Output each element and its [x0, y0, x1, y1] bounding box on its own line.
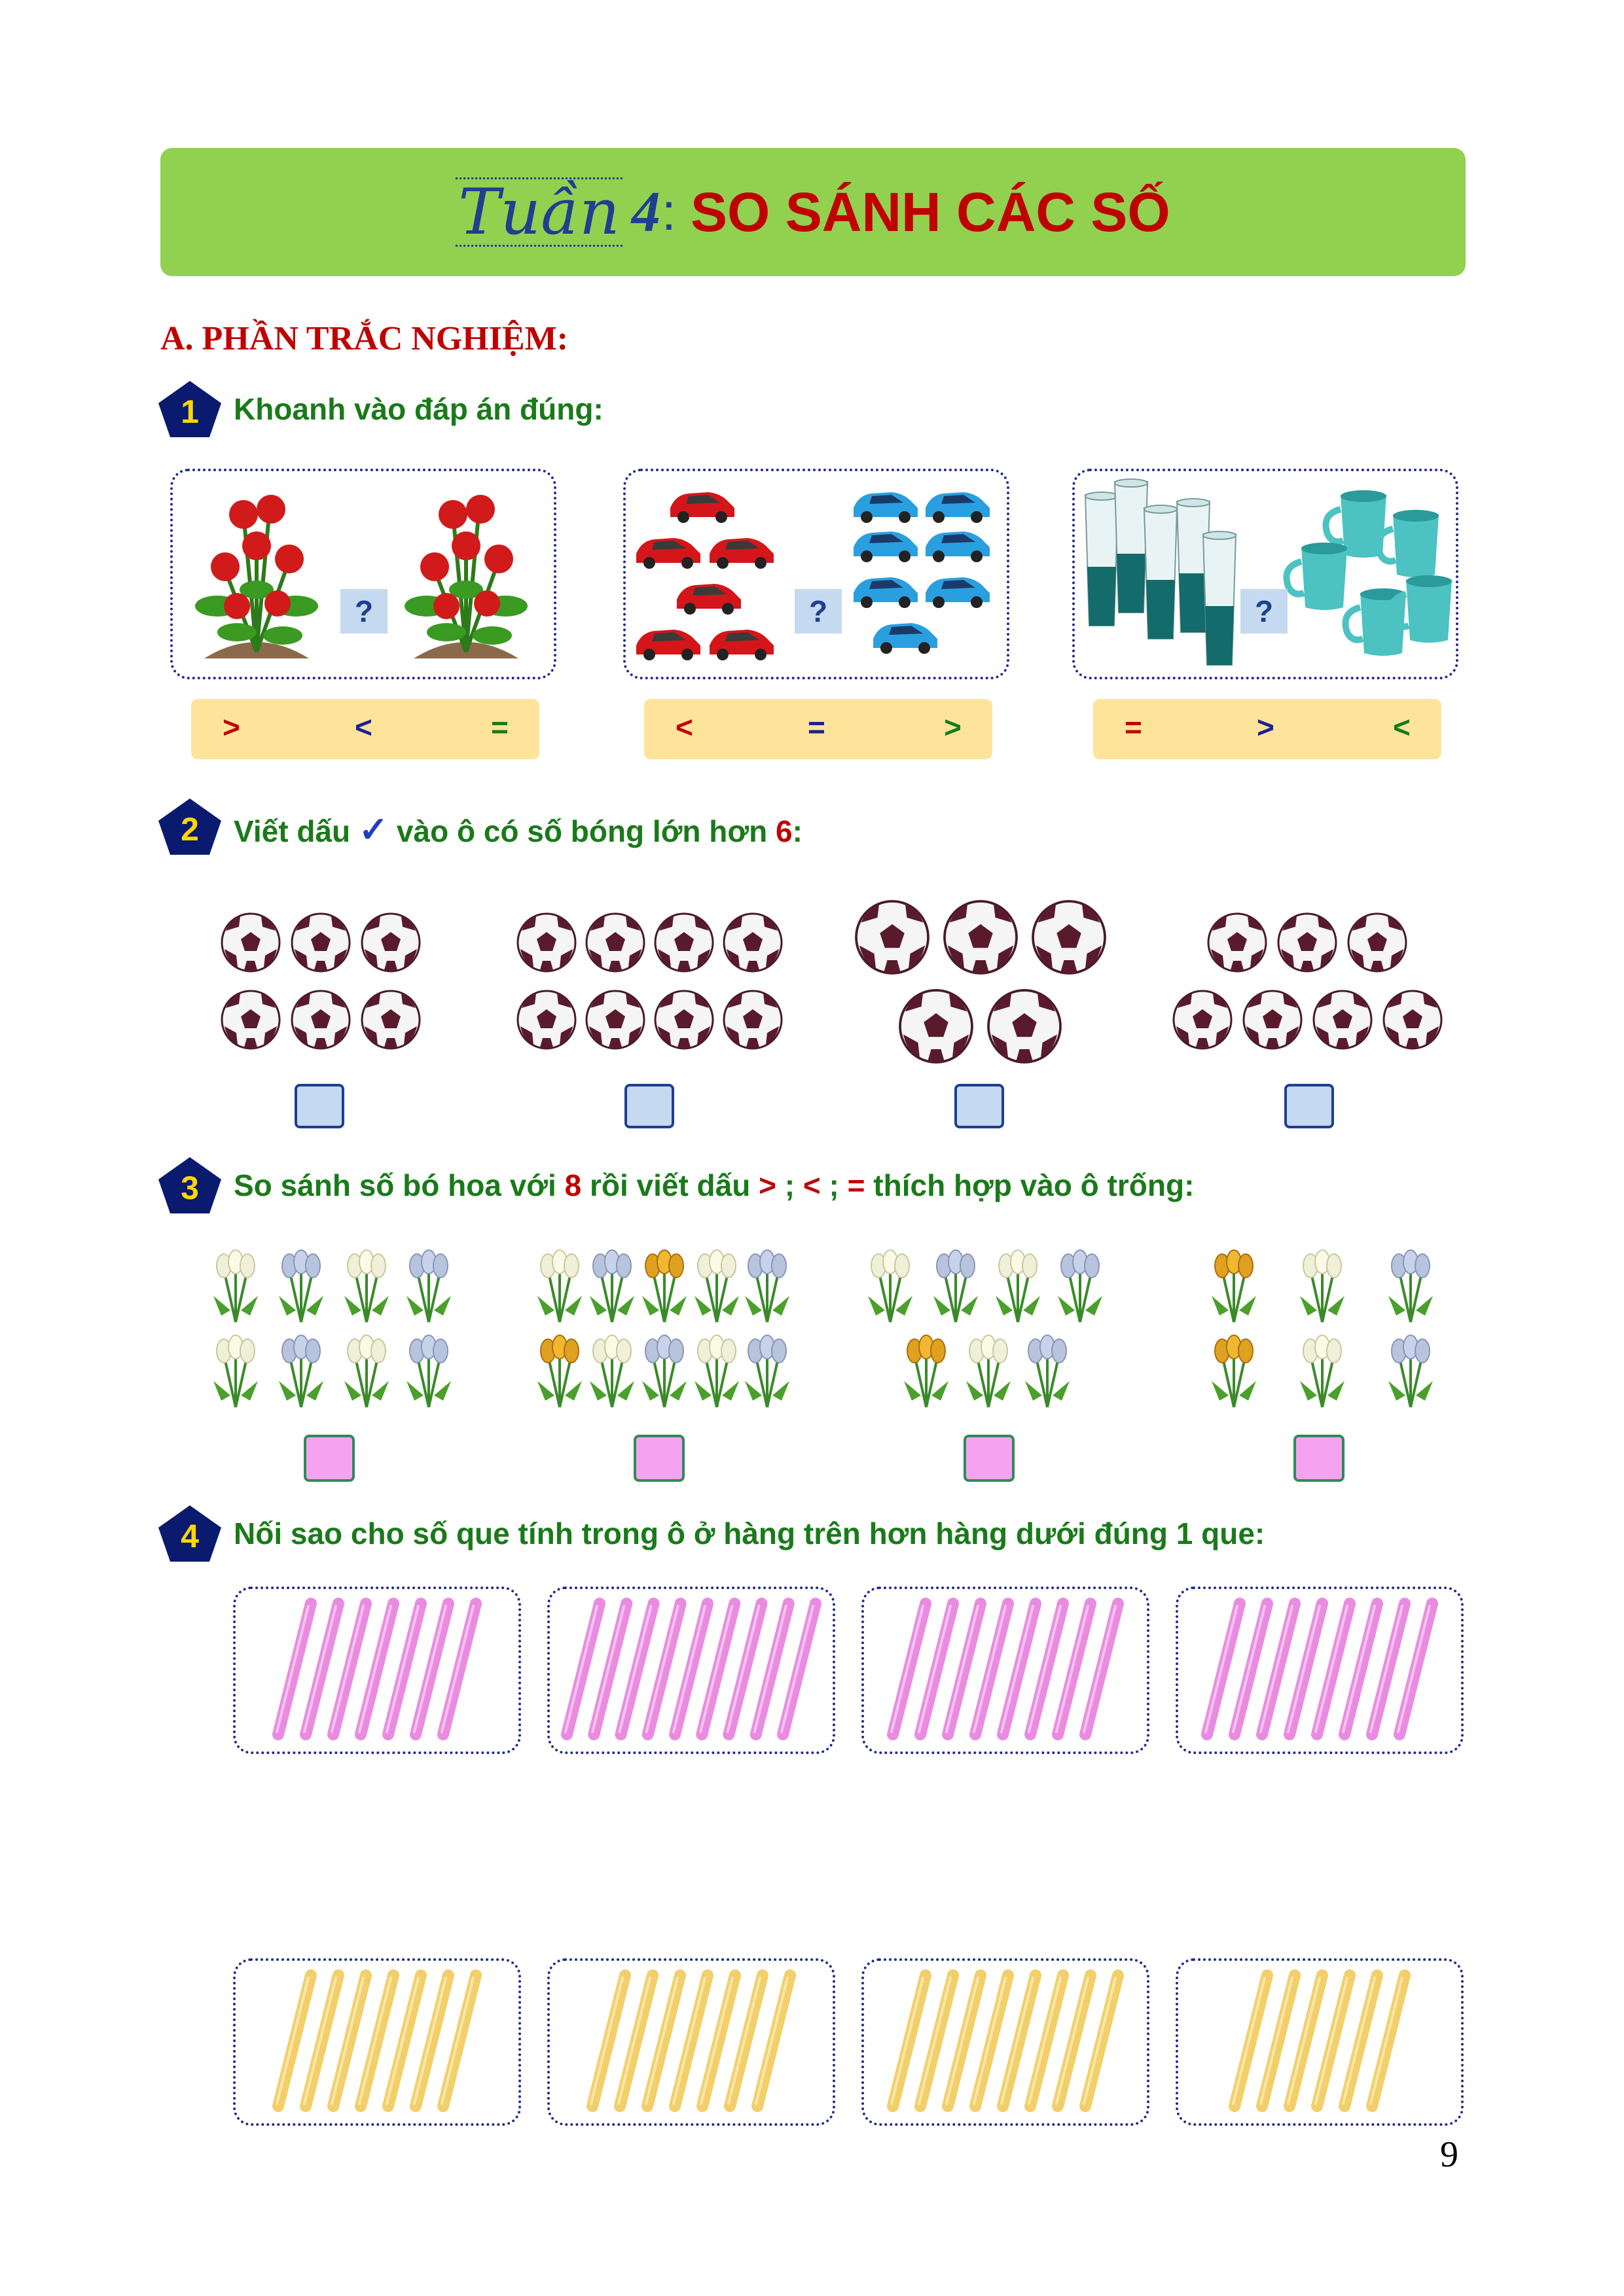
question-number-4: 4 [181, 1518, 199, 1554]
q3-text-2: rồi viết dấu [589, 1168, 751, 1202]
stick-box-bottom-1[interactable] [233, 1958, 521, 2126]
q3-answer-box-4[interactable] [1293, 1435, 1344, 1482]
title-colon: : [661, 183, 676, 241]
q2-checkbox-4[interactable] [1284, 1084, 1334, 1128]
question-1-text: Khoanh vào đáp án đúng: [234, 392, 604, 426]
question-badge-3 [157, 1156, 223, 1215]
stick-box-bottom-2[interactable] [547, 1958, 835, 2126]
q2-text-after: vào ô có số bóng lớn hơn [396, 814, 768, 848]
q2-checkbox-2[interactable] [624, 1084, 674, 1128]
q2-checkbox-1[interactable] [295, 1084, 344, 1128]
roses-picture [178, 475, 549, 673]
q3-sep-1: ; [784, 1168, 795, 1202]
q2-text-before: Viết dấu [234, 814, 351, 848]
section-a-heading: A. PHẦN TRẮC NGHIỆM: [160, 320, 569, 357]
question-badge-4 [157, 1504, 223, 1563]
stick-box-bottom-3[interactable] [861, 1958, 1149, 2126]
stick-box-top-1[interactable] [233, 1587, 521, 1754]
q2-colon: : [792, 814, 803, 848]
bouquets-picture [196, 1244, 1473, 1420]
q3-sign-equal: = [847, 1168, 865, 1202]
q2-checkbox-3[interactable] [954, 1084, 1004, 1128]
question-2-text [234, 809, 803, 850]
stick-box-bottom-4[interactable] [1176, 1958, 1464, 2126]
q1-g2-option-2[interactable]: = [808, 710, 825, 744]
q1-g1-option-2[interactable]: < [355, 710, 372, 744]
question-badge-1 [157, 380, 223, 439]
q3-answer-box-2[interactable] [634, 1435, 685, 1482]
stick-box-top-3[interactable] [861, 1587, 1149, 1754]
q1-g1-option-1[interactable]: > [223, 710, 240, 744]
stick-box-top-2[interactable] [547, 1587, 835, 1754]
q3-sign-greater: > [759, 1168, 776, 1202]
glasses-cups-picture [1079, 475, 1452, 673]
q3-text-3: thích hợp vào ô trống: [873, 1168, 1195, 1202]
check-icon: ✓ [358, 810, 389, 850]
q3-sep-2: ; [829, 1168, 839, 1202]
q3-number: 8 [564, 1168, 582, 1202]
q1-g1-option-3[interactable]: = [491, 710, 509, 744]
q1-question-mark-3: ? [1240, 589, 1288, 634]
question-number-2: 2 [181, 811, 199, 848]
question-3-text [234, 1168, 1194, 1203]
q1-g2-option-3[interactable]: > [944, 710, 962, 744]
q1-options-3 [1093, 699, 1441, 759]
page-number: 9 [1440, 2134, 1458, 2175]
question-4-text: Nối sao cho số que tính trong ô ở hàng trên hơn hàng dưới đúng 1 que: [234, 1516, 1265, 1551]
q1-g3-option-2[interactable]: > [1257, 710, 1274, 744]
q1-g3-option-3[interactable]: < [1393, 710, 1411, 744]
cars-picture [630, 475, 1003, 673]
question-number-3: 3 [181, 1170, 199, 1206]
balls-picture [164, 897, 1473, 1067]
q1-g3-option-1[interactable]: = [1125, 710, 1142, 744]
q1-g2-option-1[interactable]: < [676, 710, 693, 744]
q1-options-1 [191, 699, 539, 759]
week-number: 4 [631, 180, 660, 244]
question-number-1: 1 [181, 393, 199, 430]
q3-answer-box-3[interactable] [964, 1435, 1015, 1482]
week-word: Tuần [456, 177, 623, 247]
q3-sign-less: < [803, 1168, 821, 1202]
q3-answer-box-1[interactable] [304, 1435, 355, 1482]
q1-question-mark-1: ? [340, 589, 388, 634]
q1-options-2 [644, 699, 992, 759]
q2-number: 6 [775, 814, 793, 848]
title-row [160, 148, 1466, 276]
stick-box-top-4[interactable] [1176, 1587, 1464, 1754]
q1-question-mark-2: ? [795, 589, 842, 634]
question-badge-2 [157, 797, 223, 856]
page-title: SO SÁNH CÁC SỐ [691, 181, 1170, 243]
q3-text-1: So sánh số bó hoa với [234, 1168, 556, 1202]
